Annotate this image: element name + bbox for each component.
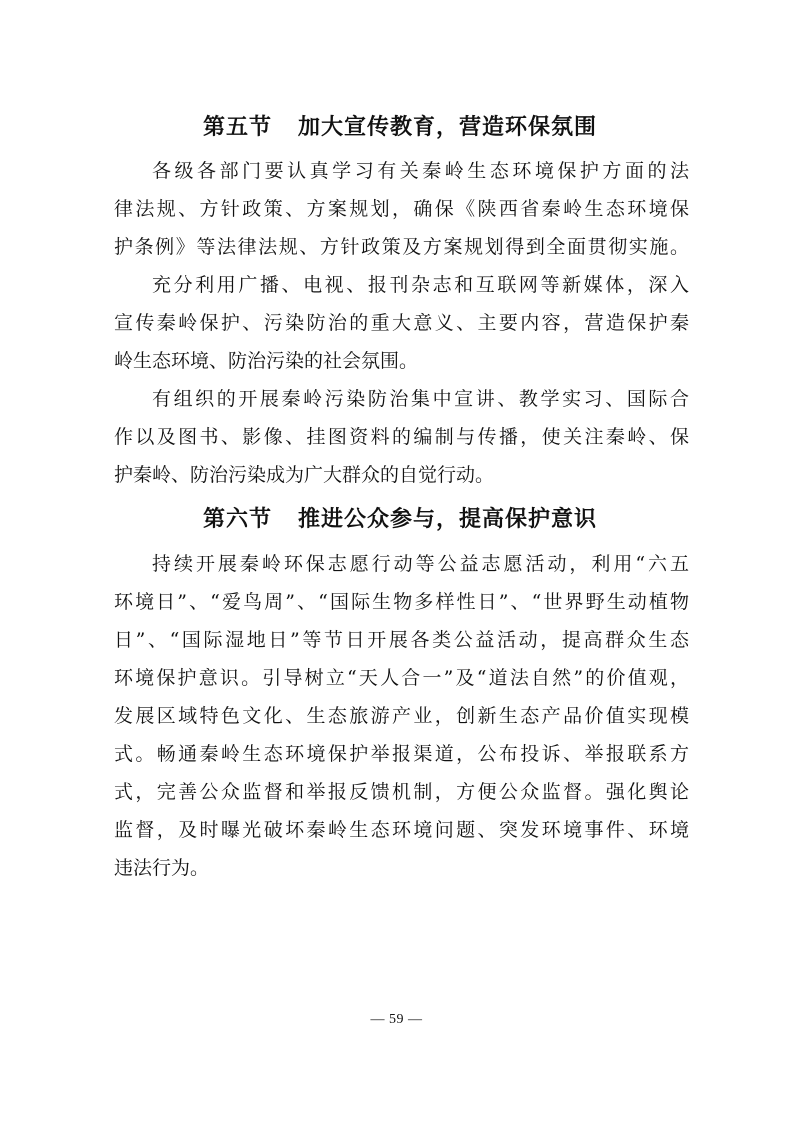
paragraph-line: 有组织的开展秦岭污染防治集中宣讲、教学实习、国际合: [152, 388, 689, 410]
paragraph-line: 宣传秦岭保护、污染防治的重大意义、主要内容，营造保护秦: [114, 312, 689, 334]
paragraph-line: 各级各部门要认真学习有关秦岭生态环境保护方面的法: [152, 160, 689, 182]
paragraph-line: 持续开展秦岭环保志愿行动等公益志愿活动，利用“六五: [152, 553, 689, 575]
paragraph-line: 违法行为。: [114, 857, 210, 879]
section-5-paragraph-1: [114, 152, 689, 266]
paragraph-line: 环境日”、“爱鸟周”、“国际生物多样性日”、“世界野生动植物: [114, 591, 689, 613]
section-5-title: 加大宣传教育，营造环保氛围: [298, 115, 598, 140]
paragraph-line: 充分利用广播、电视、报刊杂志和互联网等新媒体，深入: [152, 274, 689, 296]
section-5-number: 第五节: [202, 115, 272, 140]
paragraph-line: 发展区域特色文化、生态旅游产业，创新生态产品价值实现模: [114, 705, 689, 727]
paragraph-line: 岭生态环境、防治污染的社会氛围。: [114, 350, 419, 372]
section-6-title: 推进公众参与，提高保护意识: [298, 507, 598, 532]
paragraph-line: 护条例》等法律法规、方针政策及方案规划得到全面贯彻实施。: [114, 236, 689, 258]
paragraph-line: 作以及图书、影像、挂图资料的编制与传播，使关注秦岭、保: [114, 426, 689, 448]
section-6-heading: [110, 502, 690, 533]
paragraph-line: 律法规、方针政策、方案规划，确保《陕西省秦岭生态环境保: [114, 198, 689, 220]
section-5-paragraph-2: [114, 266, 689, 380]
paragraph-line: 式，完善公众监督和举报反馈机制，方便公众监督。强化舆论: [114, 781, 689, 803]
paragraph-line: 式。畅通秦岭生态环境保护举报渠道，公布投诉、举报联系方: [114, 743, 689, 765]
paragraph-line: 日”、“国际湿地日”等节日开展各类公益活动，提高群众生态: [114, 629, 689, 651]
paragraph-line: 环境保护意识。引导树立“天人合一”及“道法自然”的价值观，: [114, 667, 689, 689]
section-5-paragraph-3: [114, 380, 689, 494]
page-number: — 59 —: [370, 1012, 423, 1027]
section-5-heading: [110, 110, 690, 141]
paragraph-line: 护秦岭、防治污染成为广大群众的自觉行动。: [114, 464, 495, 486]
section-6-number: 第六节: [202, 507, 272, 532]
paragraph-line: 监督，及时曝光破坏秦岭生态环境问题、突发环境事件、环境: [114, 819, 689, 841]
section-6-paragraph-1: [114, 545, 689, 887]
